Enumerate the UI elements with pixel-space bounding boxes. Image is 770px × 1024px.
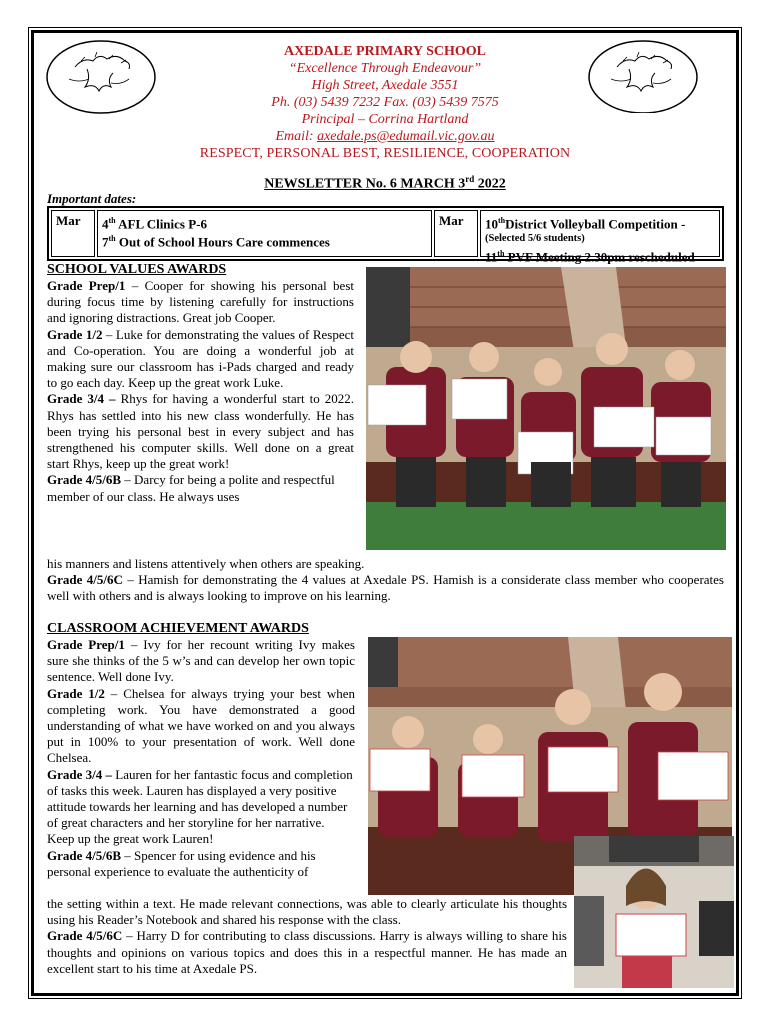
award-entry: Grade Prep/1 – Ivy for her recount writing Ivy makes sure she thinks of the 5 w’s and can develop her own topic sentence. Well done Ivy. <box>47 637 355 685</box>
school-name: AXEDALE PRIMARY SCHOOL <box>283 44 486 59</box>
award-entry: Grade 1/2 – Luke for demonstrating the values of Respect and Co-operation. You are doing a wonderful job at making sure our classroom has i-Pads charged and ready to go each day. Keep up the great work Luke. <box>47 326 354 391</box>
school-principal: Principal – Corrina Hartland <box>301 112 469 127</box>
achievement-awards-full-width <box>47 896 567 977</box>
email-link[interactable]: axedale.ps@edumail.vic.gov.au <box>317 129 495 144</box>
values-awards-column <box>47 278 354 505</box>
important-dates-table <box>47 206 724 265</box>
achievement-awards-title: CLASSROOM ACHIEVEMENT AWARDS <box>47 621 309 636</box>
date-item: 11th PVF Meeting 2.30pm rescheduled <box>485 249 695 265</box>
award-entry: Grade 4/5/6B – Darcy for being a polite and respectful member of our class. He always uses <box>47 472 335 504</box>
school-phone-fax: Ph. (03) 5439 7232 Fax. (03) 5439 7575 <box>271 95 499 110</box>
date-item: 10thDistrict Volleyball Competition - <box>485 216 686 232</box>
values-awards-full-width <box>47 556 724 605</box>
dates-items-right <box>480 210 720 265</box>
school-header <box>150 44 620 169</box>
achievement-awards-photo-small <box>574 836 734 988</box>
school-logo-left <box>45 39 157 115</box>
newsletter-title: NEWSLETTER No. 6 MARCH 3rd 2022 <box>264 174 506 192</box>
award-entry: Grade 4/5/6C – Harry D for contributing to class discussions. Harry is always willing to share his thoughts and opinions on various topics and does this in a respectful manner. He has made an excellent start to his time at Axedale PS. <box>47 928 567 976</box>
values-awards-photo <box>366 267 726 550</box>
important-dates-label: Important dates: <box>47 191 137 206</box>
dates-month-right: Mar <box>434 210 478 257</box>
achievement-awards-column <box>47 637 355 880</box>
award-continuation: his manners and listens attentively when others are speaking. <box>47 556 365 571</box>
school-motto: “Excellence Through Endeavour” <box>288 61 482 76</box>
school-email-line <box>150 129 620 146</box>
award-entry: Grade 3/4 – Rhys for having a wonderful start to 2022. Rhys has settled into his new class wonderfully. He has been trying his personal best in every subject and has strengthened his computer skills. Well done on a great start Rhys, keep up the great work! <box>47 391 354 472</box>
dates-month-left: Mar <box>51 210 95 257</box>
dates-items-left <box>97 210 432 257</box>
school-address: High Street, Axedale 3551 <box>311 78 459 93</box>
date-item: (Selected 5/6 students) <box>485 233 585 245</box>
school-values: RESPECT, PERSONAL BEST, RESILIENCE, COOPERATION <box>199 146 571 161</box>
values-awards-title: SCHOOL VALUES AWARDS <box>47 262 227 277</box>
date-item: 7th Out of School Hours Care commences <box>102 234 330 250</box>
award-continuation: the setting within a text. He made relevant connections, was able to clearly articulate his thoughts using his Reader’s Notebook and shared his response with the class. <box>47 896 567 928</box>
date-item: 4th AFL Clinics P-6 <box>102 216 207 232</box>
award-entry: Grade 3/4 – Lauren for her fantastic focus and completion of tasks this week. Lauren has displayed a very positive attitude towards her learning and has developed a number of great characters and her storyline for her narrative. Keep up the great work Lauren! <box>47 766 353 847</box>
award-entry: Grade Prep/1 – Cooper for showing his personal best during focus time by listening carefully for instructions and ignoring distractions. Great job Cooper. <box>47 278 354 326</box>
award-entry: Grade 1/2 – Chelsea for always trying your best when completing work. You have demonstrated a good understanding of what we have worked on and you always put in 100% to your presentation of work. Well done Chelsea. <box>47 685 356 766</box>
award-entry: Grade 4/5/6B – Spencer for using evidence and his personal experience to evaluate the authenticity of <box>47 847 316 879</box>
award-entry: Grade 4/5/6C – Hamish for demonstrating the 4 values at Axedale PS. Hamish is a considerate class member who cooperates well with others and is always looking to improve on his learning. <box>47 572 724 604</box>
email-label: Email: <box>275 129 318 144</box>
